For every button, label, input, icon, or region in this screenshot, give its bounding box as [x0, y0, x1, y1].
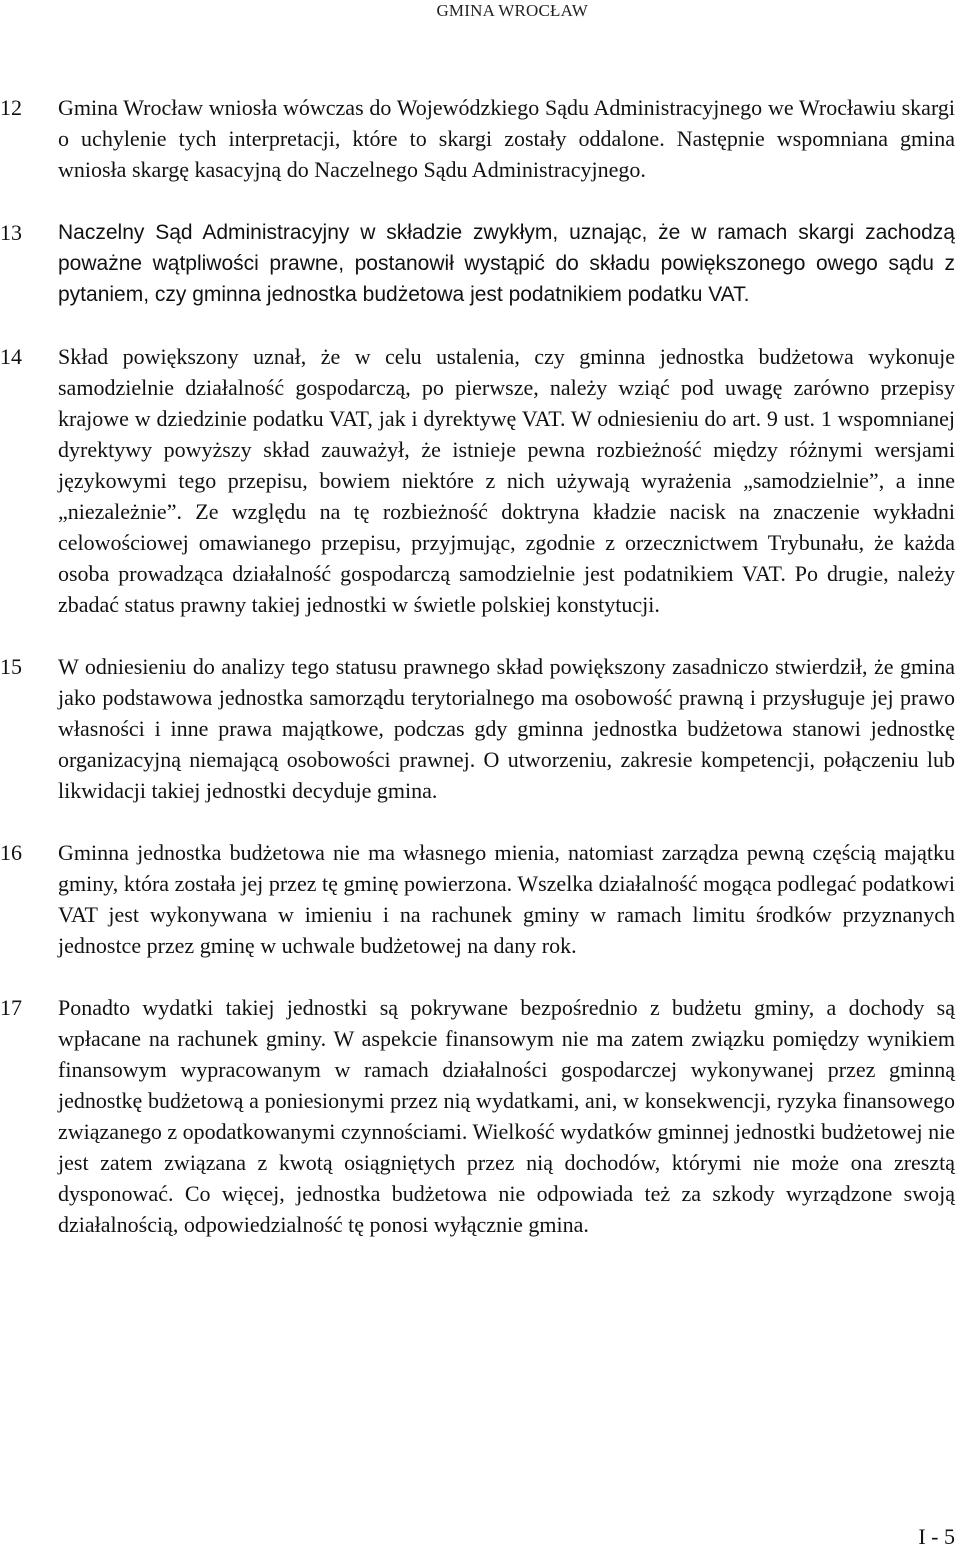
paragraph-text: Gmina Wrocław wniosła wówczas do Wojewódzkiego Sądu Administracyjnego we Wrocławiu skargi o uchylenie tych interpretacji, które to skargi zostały oddalone. Następnie wspomniana gmina wniosła skargę kasacyjną do Naczelnego Sądu Administracyjnego. — [58, 95, 955, 182]
paragraph-17 — [0, 992, 960, 1240]
paragraph-text: Naczelny Sąd Administracyjny w składzie zwykłym, uznając, że w ramach skargi zachodzą poważne wątpliwości prawne, postanowił wystąpić do składu powiększonego owego sądu z pytaniem, czy gminna jednostka budżetowa jest podatnikiem podatku VAT. — [58, 221, 955, 306]
paragraph-text: Gminna jednostka budżetowa nie ma własnego mienia, natomiast zarządza pewną częścią majątku gminy, która została jej przez tę gminę powierzona. Wszelka działalność mogąca podlegać podatkowi VAT jest wykonywana w imieniu i na rachunek gminy w ramach limitu środków przyznanych jednostce przez gminę w uchwale budżetowej na dany rok. — [58, 840, 955, 958]
paragraph-number: 16 — [0, 840, 22, 865]
paragraph-number: 14 — [0, 344, 22, 369]
paragraph-text: Skład powiększony uznał, że w celu ustalenia, czy gminna jednostka budżetowa wykonuje samodzielnie działalność gospodarczą, po pierwsze, należy wziąć pod uwagę zarówno przepisy krajowe w dziedzinie podatku VAT, jak i dyrektywę VAT. W odniesieniu do art. 9 ust. 1 wspomnianej dyrektywy powyższy skład zauważył, że istnieje pewna rozbieżność między różnymi wersjami językowymi tego przepisu, bowiem niektóre z nich używają wyrażenia „samodzielnie”, a inne „niezależnie”. Ze względu na tę rozbieżność doktryna kładzie nacisk na znaczenie wykładni celowościowej omawianego przepisu, przyjmując, zgodnie z orzecznictwem Trybunału, że każda osoba prowadząca działalność gospodarczą samodzielnie jest podatnikiem VAT. Po drugie, należy zbadać status prawny takiej jednostki w świetle polskiej konstytucji. — [58, 344, 955, 617]
paragraph-text: Ponadto wydatki takiej jednostki są pokrywane bezpośrednio z budżetu gminy, a dochody są wpłacane na rachunek gminy. W aspekcie finansowym nie ma zatem związku pomiędzy wynikiem finansowym wypracowanym w ramach działalności gospodarczej wykonywanej przez gminną jednostkę budżetową a poniesionymi przez nią wydatkami, ani, w konsekwencji, ryzyka finansowego związanego z opodatkowanymi czynnościami. Wielkość wydatków gminnej jednostki budżetowej nie jest zatem związana z kwotą osiągniętych przez nią dochodów, którymi nie może ona zresztą dysponować. Co więcej, jednostka budżetowa nie odpowiada też za szkody wyrządzone swoją działalnością, odpowiedzialność tę ponosi wyłącznie gmina. — [58, 995, 955, 1237]
paragraph-text: W odniesieniu do analizy tego statusu prawnego skład powiększony zasadniczo stwierdził, że gmina jako podstawowa jednostka samorządu terytorialnego ma osobowość prawną i przysługuje jej prawo własności i inne prawa majątkowe, podczas gdy gminna jednostka budżetowa stanowi jednostkę organizacyjną niemającą osobowości prawnej. O utworzeniu, zakresie kompetencji, połączeniu lub likwidacji takiej jednostki decyduje gmina. — [58, 654, 955, 803]
paragraph-number: 13 — [0, 220, 22, 245]
paragraph-12 — [0, 92, 960, 185]
paragraph-14 — [0, 341, 960, 620]
paragraph-13 — [0, 217, 960, 310]
paragraph-number: 12 — [0, 95, 22, 120]
paragraph-number: 15 — [0, 654, 22, 679]
running-header: GMINA WROCŁAW — [436, 1, 588, 20]
paragraph-number: 17 — [0, 995, 22, 1020]
paragraph-16 — [0, 837, 960, 961]
document-body — [0, 92, 960, 1240]
page-number: I - 5 — [918, 1524, 955, 1549]
paragraph-15 — [0, 651, 960, 806]
